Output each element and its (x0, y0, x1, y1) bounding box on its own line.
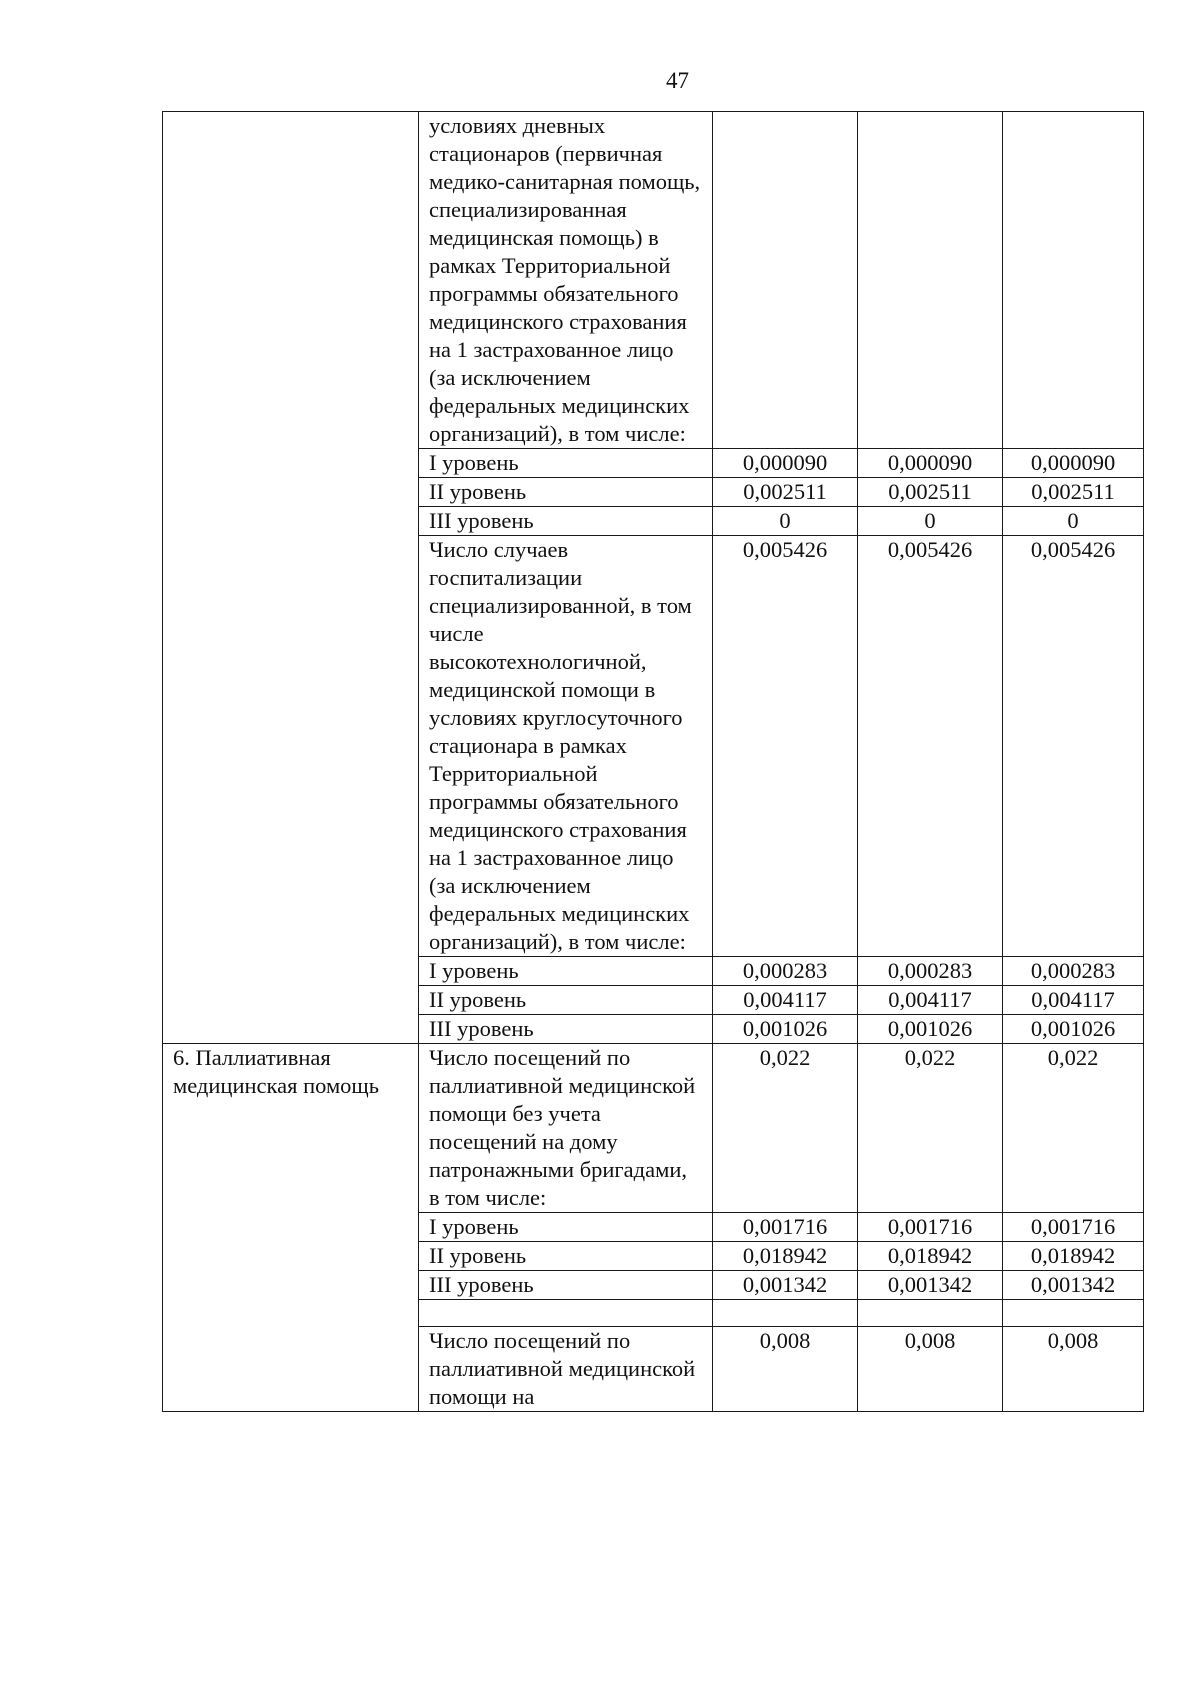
section-cell (163, 957, 419, 986)
indicator-cell: III уровень (419, 1015, 713, 1044)
section-cell (163, 1213, 419, 1242)
table-row (163, 536, 1144, 957)
section-cell (163, 112, 419, 449)
table-row (163, 449, 1144, 478)
section-cell (163, 1271, 419, 1300)
value-cell: 0,008 (858, 1327, 1003, 1412)
table-row (163, 507, 1144, 536)
value-cell: 0,004117 (713, 986, 858, 1015)
value-cell: 0,022 (713, 1044, 858, 1213)
table-row (163, 1015, 1144, 1044)
section-cell: 6. Паллиативная медицинская помощь (163, 1044, 419, 1213)
value-cell: 0,001342 (1003, 1271, 1144, 1300)
table-row (163, 1044, 1144, 1213)
indicator-cell: I уровень (419, 957, 713, 986)
table-row (163, 957, 1144, 986)
value-cell: 0,000090 (1003, 449, 1144, 478)
value-cell: 0,005426 (858, 536, 1003, 957)
indicator-cell: Число случаев госпитализации специализированной, в том числе высокотехнологичной, медицинской помощи в условиях круглосуточного стационара в рамках Территориальной программы обязательного медицинского страхования на 1 застрахованное лицо (за исключением федеральных медицинских организаций), в том числе: (419, 536, 713, 957)
indicator-cell: I уровень (419, 1213, 713, 1242)
section-cell (163, 536, 419, 957)
value-cell (1003, 1300, 1144, 1327)
value-cell: 0,005426 (713, 536, 858, 957)
section-cell (163, 507, 419, 536)
indicator-cell: I уровень (419, 449, 713, 478)
indicator-cell: условиях дневных стационаров (первичная медико-санитарная помощь, специализированная медицинская помощь) в рамках Территориальной программы обязательного медицинского страхования на 1 застрахованное лицо (за исключением федеральных медицинских организаций), в том числе: (419, 112, 713, 449)
table-row (163, 112, 1144, 449)
value-cell: 0,002511 (713, 478, 858, 507)
value-cell: 0,022 (1003, 1044, 1144, 1213)
section-cell (163, 478, 419, 507)
table-row (163, 1213, 1144, 1242)
value-cell: 0,004117 (858, 986, 1003, 1015)
value-cell: 0,001026 (858, 1015, 1003, 1044)
indicator-cell (419, 1300, 713, 1327)
value-cell: 0,000090 (858, 449, 1003, 478)
value-cell: 0,001026 (1003, 1015, 1144, 1044)
data-table (162, 111, 1144, 1412)
value-cell: 0,000283 (858, 957, 1003, 986)
value-cell: 0,000090 (713, 449, 858, 478)
value-cell: 0,018942 (858, 1242, 1003, 1271)
value-cell: 0,000283 (713, 957, 858, 986)
value-cell: 0,001716 (858, 1213, 1003, 1242)
table-row (163, 1242, 1144, 1271)
value-cell: 0,001342 (858, 1271, 1003, 1300)
value-cell: 0,005426 (1003, 536, 1144, 957)
indicator-cell: III уровень (419, 507, 713, 536)
table-row (163, 1300, 1144, 1327)
value-cell: 0 (858, 507, 1003, 536)
value-cell (858, 1300, 1003, 1327)
section-cell (163, 1015, 419, 1044)
table-row (163, 986, 1144, 1015)
value-cell: 0,008 (713, 1327, 858, 1412)
table-row (163, 1327, 1144, 1412)
value-cell (1003, 112, 1144, 449)
value-cell: 0,002511 (858, 478, 1003, 507)
value-cell: 0,004117 (1003, 986, 1144, 1015)
indicator-cell: Число посещений по паллиативной медицинской помощи без учета посещений на дому патронажными бригадами, в том числе: (419, 1044, 713, 1213)
value-cell (713, 1300, 858, 1327)
value-cell: 0,001716 (1003, 1213, 1144, 1242)
indicator-cell: II уровень (419, 1242, 713, 1271)
indicator-cell: II уровень (419, 986, 713, 1015)
indicator-cell: Число посещений по паллиативной медицинской помощи на (419, 1327, 713, 1412)
value-cell: 0,018942 (1003, 1242, 1144, 1271)
value-cell: 0,001026 (713, 1015, 858, 1044)
value-cell (858, 112, 1003, 449)
section-cell (163, 1327, 419, 1412)
section-cell (163, 986, 419, 1015)
value-cell: 0,002511 (1003, 478, 1144, 507)
value-cell: 0,018942 (713, 1242, 858, 1271)
value-cell: 0 (1003, 507, 1144, 536)
section-cell (163, 449, 419, 478)
section-cell (163, 1300, 419, 1327)
value-cell: 0,001716 (713, 1213, 858, 1242)
value-cell: 0 (713, 507, 858, 536)
section-cell (163, 1242, 419, 1271)
value-cell: 0,001342 (713, 1271, 858, 1300)
table-row (163, 478, 1144, 507)
value-cell (713, 112, 858, 449)
value-cell: 0,008 (1003, 1327, 1144, 1412)
table-row (163, 1271, 1144, 1300)
indicator-cell: II уровень (419, 478, 713, 507)
page-number: 47 (666, 68, 689, 93)
indicator-cell: III уровень (419, 1271, 713, 1300)
value-cell: 0,022 (858, 1044, 1003, 1213)
value-cell: 0,000283 (1003, 957, 1144, 986)
